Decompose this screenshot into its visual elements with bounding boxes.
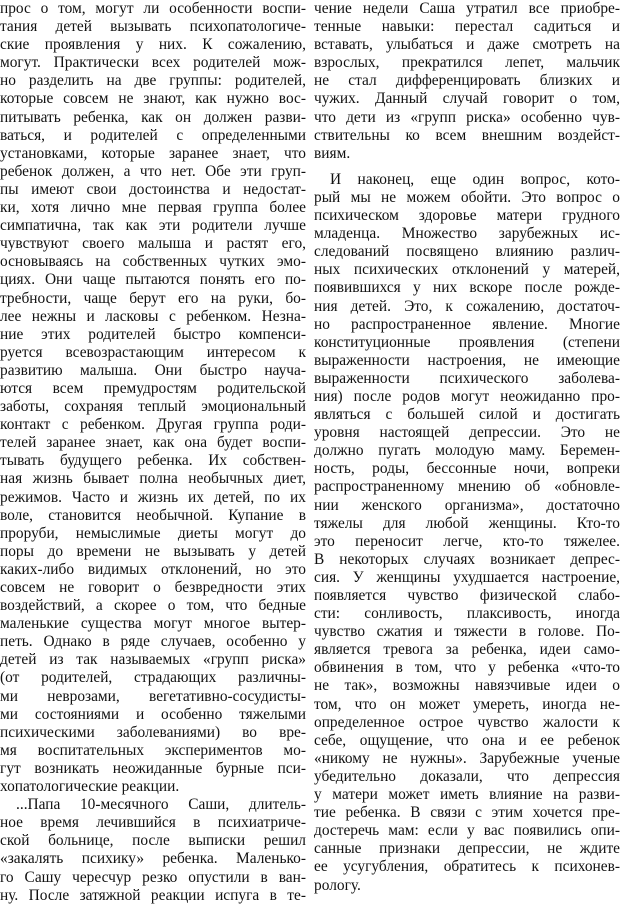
text-line: симпатична, так как эти родители лучше: [0, 217, 306, 235]
text-line: проруби, немыслимые диеты могут до: [0, 524, 306, 542]
text-line: лее нежны и ласковы с ребенком. Незна-: [0, 307, 306, 325]
text-line: хопатологические реакции.: [0, 778, 180, 796]
text-line: циях. Они чаще пытаются понять его по-: [0, 271, 306, 289]
text-line: чение недели Саша утратил все приобре-: [314, 0, 620, 17]
text-line: которые совсем не знают, как нужно вос-: [0, 90, 306, 108]
text-line: не так», возможны навязчивые идеи о: [314, 677, 620, 695]
text-line: это переносит легче, кто-то тяжелее.: [314, 532, 620, 550]
text-line: ми неврозами, вегетативно-сосудисты-: [0, 687, 306, 705]
text-line: но разделить на две группы: родителей,: [0, 72, 306, 90]
text-line: вставать, улыбаться и даже смотреть на: [314, 36, 620, 54]
text-line: прос о том, могут ли особенности воспи-: [0, 0, 306, 17]
text-line: ных психических отклонений у матерей,: [314, 261, 620, 279]
text-line: взрослых, прекратился лепет, мальчик: [314, 54, 620, 72]
text-line: каких-либо видимых отклонений, но это: [0, 560, 306, 578]
text-line: В некоторых случаях возникает депрес-: [314, 550, 620, 568]
text-line: себе, ощущение, что она и ее ребенок: [314, 731, 620, 749]
text-line: петь. Однако в ряде случаев, особенно у: [0, 633, 306, 651]
text-line: основываясь на собственных чутких эмо-: [0, 253, 306, 271]
text-line: психическими заболеваниями) во вре-: [0, 723, 306, 741]
text-line: у матери может иметь влияние на разви-: [314, 786, 620, 804]
text-line: требности, чаще берут его на руки, бо-: [0, 289, 306, 307]
text-line: ствительны ко всем внешним воздейст-: [314, 126, 620, 144]
text-line: ние этих родителей быстро компенси-: [0, 325, 306, 343]
text-line: ются всем премудростям родительской: [0, 379, 306, 397]
text-line: ная жизнь бывает полна необычных диет,: [0, 470, 306, 488]
text-line: режимов. Часто и жизнь их детей, по их: [0, 488, 306, 506]
text-line: тания детей вызывать психопатологиче-: [0, 18, 306, 36]
text-line: ки, хотя лично мне первая группа более: [0, 199, 306, 217]
text-line: достеречь мам: если у вас появились опи-: [314, 822, 620, 840]
text-line: ее усугубления, обратитесь к психонев-: [314, 858, 620, 876]
text-line: обвинения в том, что у ребенка «что-то: [314, 659, 620, 677]
right-column: [314, 0, 620, 895]
text-line: младенца. Множество зарубежных ис-: [314, 225, 620, 243]
text-line: контакт с ребенком. Другая группа роди-: [0, 416, 306, 434]
text-line: совсем не говорит о безвредности этих: [0, 579, 306, 596]
text-line: ное время лечившийся в психиатриче-: [0, 814, 306, 832]
text-line: что дети из «групп риска» особенно чув-: [314, 108, 620, 126]
text-line: следований посвящено влиянию различ-: [314, 243, 620, 261]
text-line: сти: сонливость, плаксивость, иногда: [314, 605, 620, 623]
text-line: ну. После затяжной реакции испуга в те-: [0, 886, 306, 904]
text-line: могут. Практически всех родителей мож-: [0, 54, 306, 72]
left-column: [0, 0, 306, 905]
text-line: ребенок должен, а что нет. Обе эти груп-: [0, 162, 306, 180]
text-line: «закалять психику» ребенка. Маленько-: [0, 850, 306, 868]
text-line: ские проявления у них. К сожалению,: [0, 36, 306, 54]
text-line: маленькие существа могут многое вытер-: [0, 615, 306, 633]
text-line: виям.: [314, 144, 351, 162]
paragraph-gap: [314, 163, 620, 171]
text-line: ...Папа 10-месячного Саши, длитель-: [16, 796, 306, 814]
text-line: И наконец, еще один вопрос, кото-: [330, 170, 620, 188]
text-line: выраженности настроения, не имеющие: [314, 351, 620, 369]
text-line: психическом здоровье матери грудного: [314, 207, 620, 225]
text-line: появившихся у них вскоре после рожде-: [314, 279, 620, 297]
text-line: том, что он может умереть, иногда не-: [314, 695, 620, 713]
text-line: ми состояниями и особенно тяжелыми: [0, 705, 306, 723]
text-line: телей заранее знает, как она будет воспи-: [0, 434, 306, 452]
text-line: «никому не нужны». Зарубежные ученые: [314, 749, 620, 767]
text-line: должно пугать молодую маму. Беремен-: [314, 442, 620, 460]
text-line: мя воспитательных экспериментов мо-: [0, 741, 306, 759]
text-line: гут возникать неожиданные бурные пси-: [0, 759, 306, 777]
text-line: ской больнице, после выписки решил: [0, 832, 306, 850]
text-line: чувство сжатия и тяжести в голове. По-: [314, 623, 620, 641]
text-line: поры до времени не вызывать у детей: [0, 542, 306, 560]
text-line: питывать ребенка, как он должен разви-: [0, 108, 306, 126]
text-line: санные признаки депрессии, не ждите: [314, 840, 620, 858]
text-line: го Сашу чересчур резко опустили в ван-: [0, 868, 306, 886]
text-line: (от родителей, страдающих различны-: [0, 669, 306, 687]
text-line: появляется чувство физической слабо-: [314, 587, 620, 604]
text-line: пы имеют свои достоинства и недостат-: [0, 180, 306, 198]
text-line: детей из так называемых «групп риска»: [0, 651, 306, 669]
text-line: заботы, сохраняя теплый эмоциональный: [0, 398, 306, 416]
text-line: воздействий, а скорее о том, что бедные: [0, 597, 306, 615]
text-line: тенные навыки: перестал садиться и: [314, 18, 620, 36]
text-line: чувствуют своего малыша и растят его,: [0, 235, 306, 253]
text-line: установками, которые заранее знает, что: [0, 144, 306, 162]
text-line: тие ребенка. В связи с этим хочется пре-: [314, 804, 620, 822]
text-line: ность, роды, бессонные ночи, вопреки: [314, 460, 620, 478]
text-line: являться с большей силой и достигать: [314, 406, 620, 424]
text-line: воле, становится необычной. Купание в: [0, 506, 306, 524]
text-line: сия. У женщины ухудшается настроение,: [314, 568, 620, 586]
text-line: рологу.: [314, 876, 361, 894]
text-line: ваться, и родителей с определенными: [0, 126, 306, 144]
text-line: рый мы не можем обойти. Это вопрос о: [314, 188, 620, 206]
text-line: чужих. Данный случай говорит о том,: [314, 90, 620, 108]
text-line: убедительно доказали, что депрессия: [314, 767, 620, 785]
text-line: уровня настоящей депрессии. Это не: [314, 424, 620, 442]
text-line: ния) после родов могут неожиданно про-: [314, 387, 620, 405]
text-line: является тревога за ребенка, идеи само-: [314, 641, 620, 659]
text-line: ния детей. Это, к сожалению, достаточ-: [314, 297, 620, 315]
text-line: но распространенное явление. Многие: [314, 315, 620, 333]
text-line: нии женского организма», достаточно: [314, 496, 620, 514]
text-line: распространенному мнению об «обновле-: [314, 478, 620, 496]
text-line: определенное острое чувство жалости к: [314, 713, 620, 731]
text-line: тяжелы для любой женщины. Кто-то: [314, 514, 620, 532]
text-line: руется всевозрастающим интересом к: [0, 343, 306, 361]
text-line: выраженности психического заболева-: [314, 369, 620, 387]
text-line: конституционные проявления (степени: [314, 333, 620, 351]
text-line: развитию малыша. Они быстро научa-: [0, 361, 306, 379]
text-line: не стал дифференцировать близких и: [314, 72, 620, 90]
text-line: тывать будущего ребенка. Их собствен-: [0, 452, 306, 470]
